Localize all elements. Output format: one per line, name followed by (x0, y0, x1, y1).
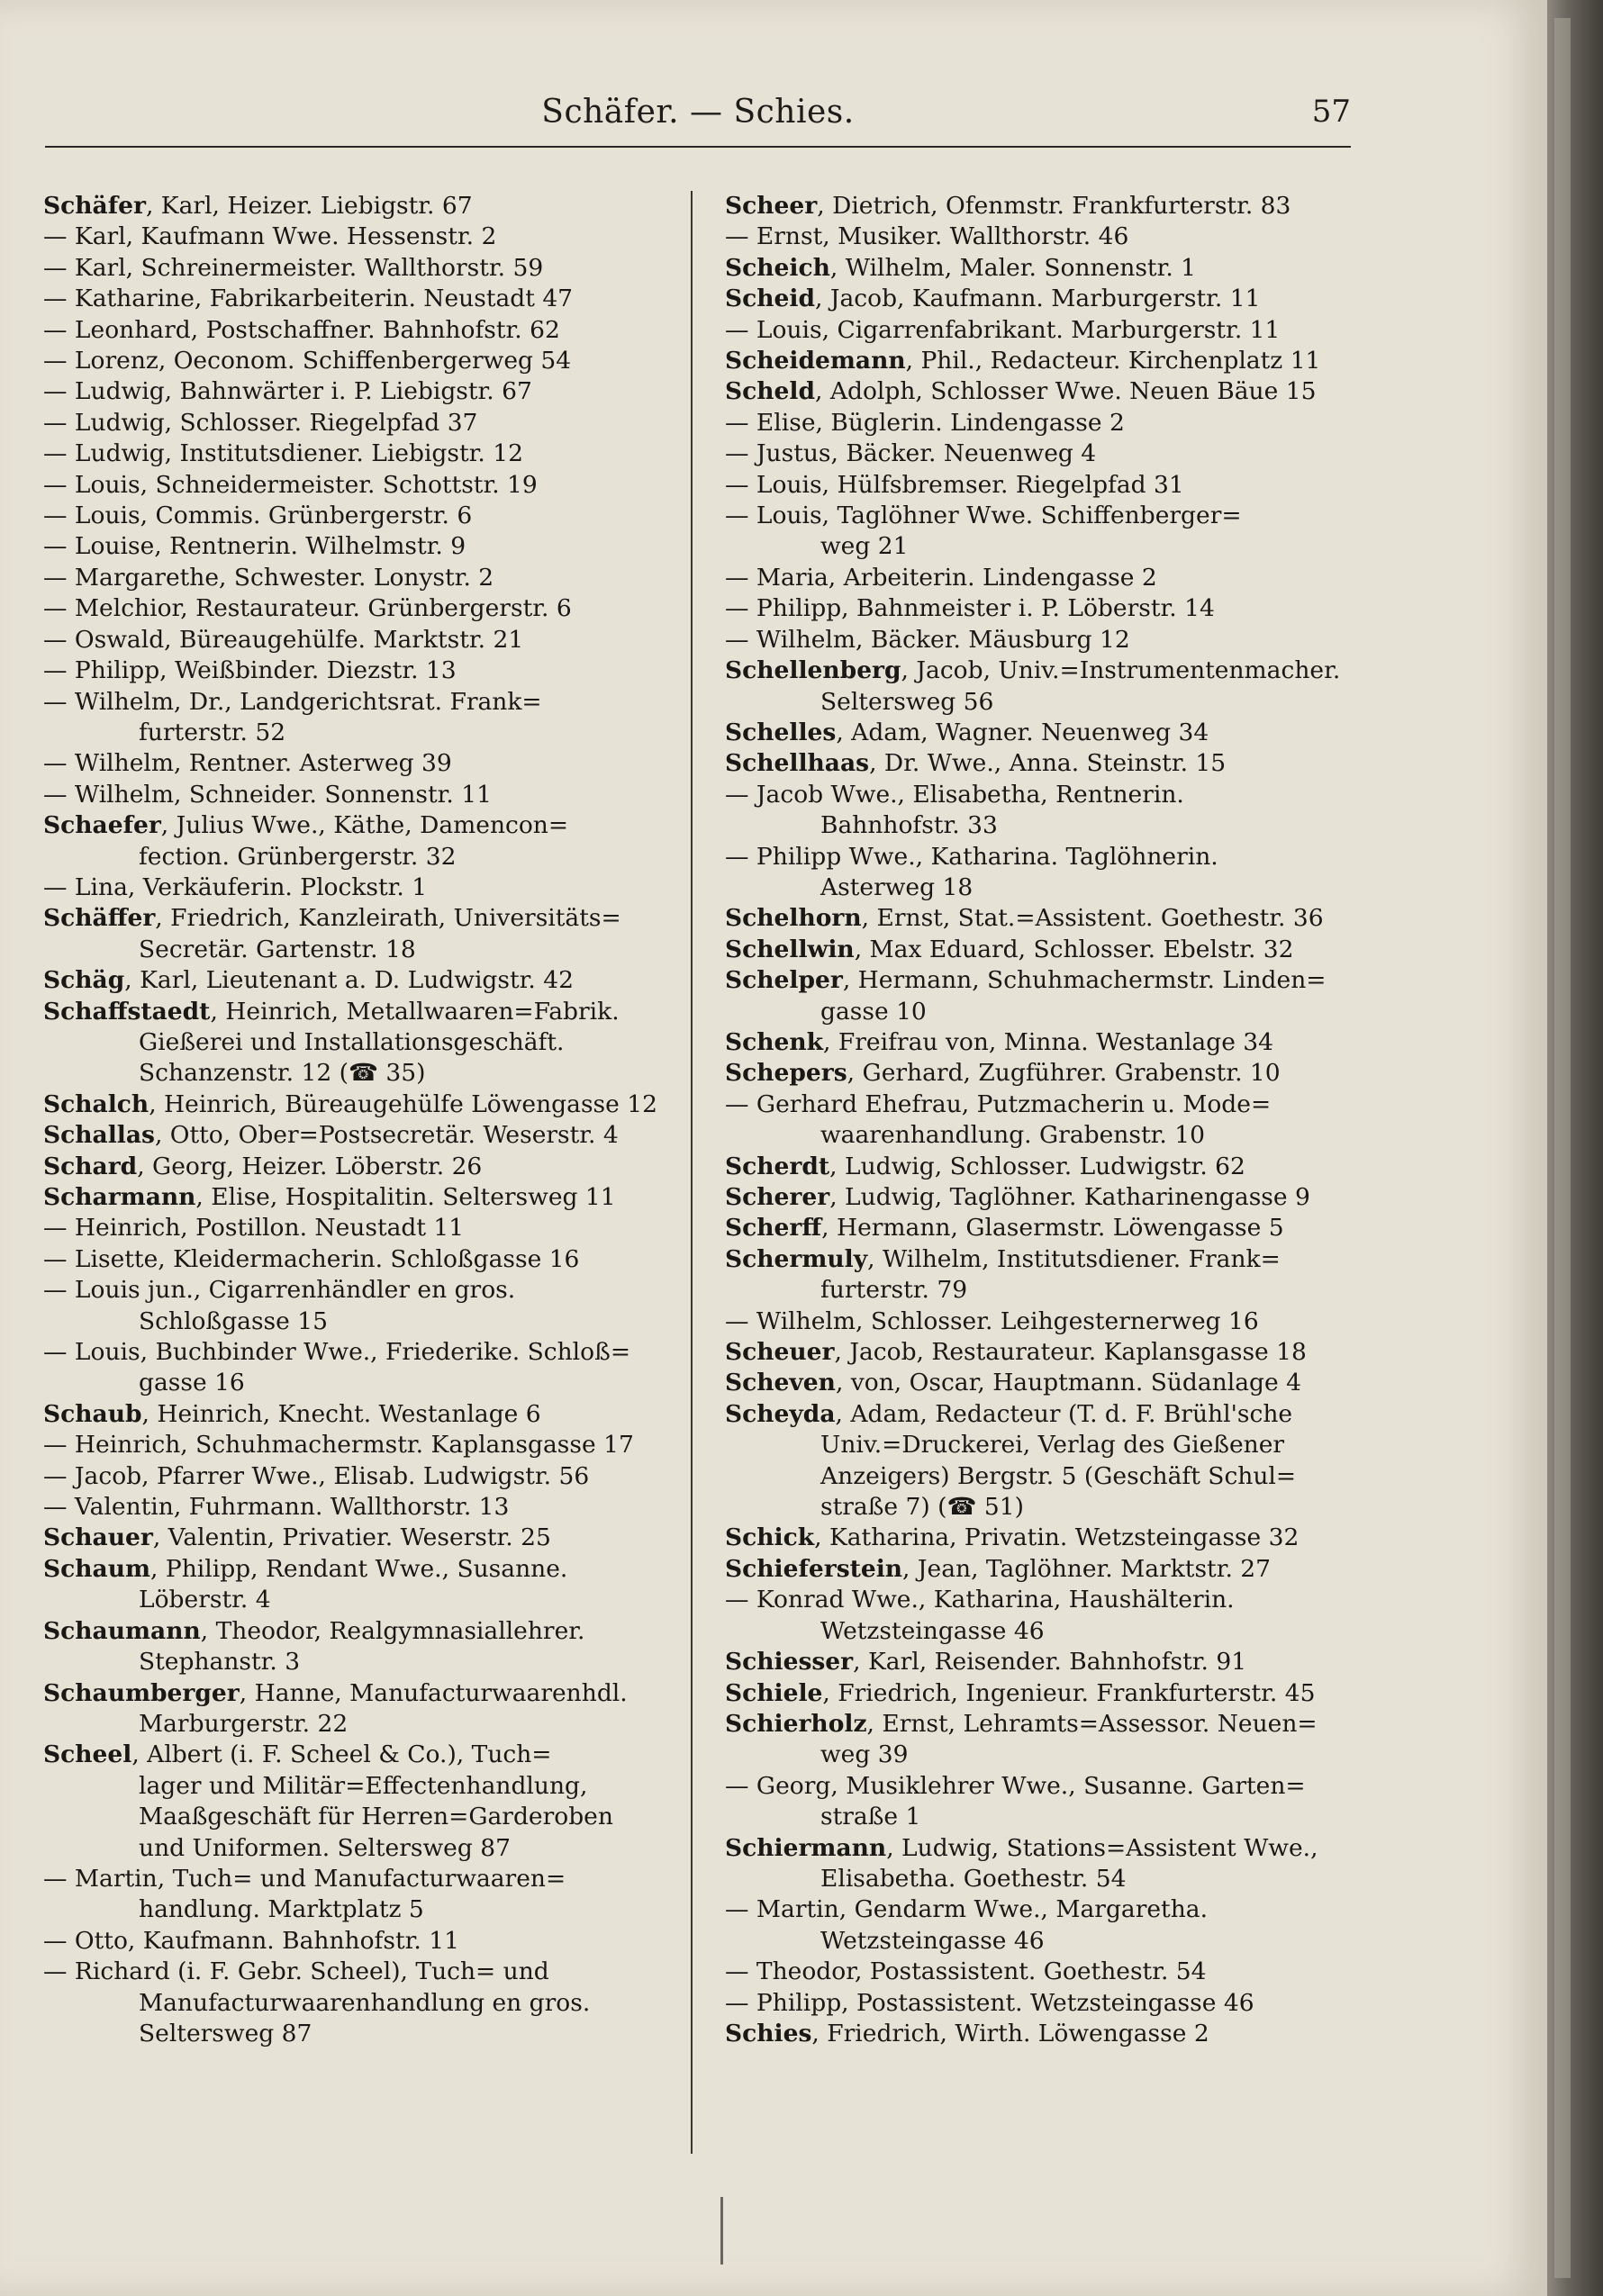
entry-line: — Louis, Cigarrenfabrikant. Marburgerstr. 11 (725, 315, 1281, 344)
entry-surname: Schellwin (725, 935, 855, 963)
entry-line: — Wilhelm, Schlosser. Leihgesternerweg 16 (725, 1306, 1259, 1335)
directory-entry (725, 1337, 1355, 1368)
entry-surname: Schiesser (725, 1648, 854, 1677)
entry-line: Scheer, Dietrich, Ofenmstr. Frankfurterstr. 83 (725, 192, 1291, 220)
entry-line: — Louis, Hülfsbremser. Riegelpfad 31 (725, 470, 1184, 499)
entry-line: Schelhorn, Ernst, Stat.=Assistent. Goethestr. 36 (725, 904, 1324, 933)
entry-surname: Schauer (43, 1523, 153, 1552)
entry-continuation-line: Schloßgasse 15 (139, 1306, 328, 1335)
entry-surname: Schelper (725, 966, 843, 995)
right-column (725, 191, 1355, 2049)
running-title: Schäfer. — Schies. (541, 94, 855, 131)
directory-entry (725, 842, 1355, 904)
entry-continuation-line: gasse 16 (139, 1369, 245, 1397)
directory-entry (43, 1864, 674, 1926)
directory-entry (725, 1988, 1355, 2019)
directory-entry (43, 253, 674, 284)
directory-entry (43, 1523, 674, 1553)
directory-entry (725, 1894, 1355, 1957)
entry-line: Schard, Georg, Heizer. Löberstr. 26 (43, 1152, 483, 1180)
entry-line: — Lisette, Kleidermacherin. Schloßgasse 16 (43, 1244, 580, 1273)
entry-line: — Margarethe, Schwester. Lonystr. 2 (43, 563, 494, 592)
entry-line: — Ludwig, Schlosser. Riegelpfad 37 (43, 408, 478, 437)
entry-line: Schaum, Philipp, Rendant Wwe., Susanne. (43, 1554, 568, 1583)
directory-entry (725, 1554, 1355, 1585)
entry-line: — Leonhard, Postschaffner. Bahnhofstr. 62 (43, 315, 560, 344)
entry-continuation-line: Seltersweg 87 (139, 2019, 312, 2047)
directory-entry (43, 997, 674, 1089)
directory-entry (43, 408, 674, 438)
directory-entry (725, 1152, 1355, 1182)
entry-continuation-line: Asterweg 18 (820, 872, 974, 901)
entry-line: — Richard (i. F. Gebr. Scheel), Tuch= und (43, 1957, 549, 1986)
entry-continuation-line: Marburgerstr. 22 (139, 1709, 349, 1738)
directory-entry (43, 1430, 674, 1460)
entry-surname: Schellhaas (725, 749, 870, 778)
entry-line: — Karl, Kaufmann Wwe. Hessenstr. 2 (43, 222, 497, 251)
entry-line: Schies, Friedrich, Wirth. Löwengasse 2 (725, 2019, 1209, 2047)
entry-line: — Lorenz, Oeconom. Schiffenbergerweg 54 (43, 347, 572, 375)
entry-line: — Maria, Arbeiterin. Lindengasse 2 (725, 563, 1157, 592)
entry-continuation-line: waarenhandlung. Grabenstr. 10 (820, 1121, 1205, 1150)
entry-surname: Scherff (725, 1214, 822, 1243)
directory-entry (43, 780, 674, 810)
directory-entry (725, 1833, 1355, 1895)
entry-line: Schellwin, Max Eduard, Schlosser. Ebelstr. 32 (725, 935, 1294, 963)
entry-surname: Schaum (43, 1554, 151, 1583)
directory-entry (43, 1461, 674, 1492)
entry-surname: Schies (725, 2019, 812, 2047)
directory-entry (43, 221, 674, 252)
entry-line: Schellenberg, Jacob, Univ.=Instrumentenmacher. (725, 656, 1341, 685)
entry-line: — Gerhard Ehefrau, Putzmacherin u. Mode= (725, 1089, 1272, 1118)
entry-line: — Georg, Musiklehrer Wwe., Susanne. Garten= (725, 1771, 1306, 1800)
entry-line: — Louis, Buchbinder Wwe., Friederike. Schloß= (43, 1338, 631, 1367)
entry-surname: Scheyda (725, 1399, 836, 1428)
directory-entry (43, 1399, 674, 1430)
directory-entry (725, 718, 1355, 748)
header-rule (45, 146, 1351, 148)
entry-line: — Philipp, Weißbinder. Diezstr. 13 (43, 656, 457, 685)
entry-line: Schauer, Valentin, Privatier. Weserstr. 25 (43, 1523, 551, 1552)
entry-line: — Ludwig, Institutsdiener. Liebigstr. 12 (43, 439, 523, 468)
entry-line: — Ernst, Musiker. Wallthorstr. 46 (725, 222, 1129, 251)
directory-entry (43, 563, 674, 593)
directory-entry (725, 593, 1355, 624)
page-number: 57 (1311, 94, 1351, 130)
entry-continuation-line: Manufacturwaarenhandlung en gros. (139, 1988, 591, 2017)
column-divider (691, 191, 693, 2154)
entry-line: Schaffstaedt, Heinrich, Metallwaaren=Fabrik. (43, 997, 620, 1026)
entry-surname: Scherdt (725, 1152, 830, 1180)
page-header (45, 88, 1351, 142)
entry-surname: Scheven (725, 1369, 836, 1397)
entry-line: — Heinrich, Postillon. Neustadt 11 (43, 1214, 465, 1243)
entry-surname: Schäfer (43, 192, 146, 220)
entry-line: — Otto, Kaufmann. Bahnhofstr. 11 (43, 1926, 459, 1955)
entry-surname: Schieferstein (725, 1554, 903, 1583)
directory-entry (725, 655, 1355, 718)
entry-line: — Wilhelm, Rentner. Asterweg 39 (43, 749, 452, 778)
entry-continuation-line: Univ.=Druckerei, Verlag des Gießener (820, 1431, 1285, 1460)
entry-surname: Schallas (43, 1121, 155, 1150)
entry-continuation-line: Anzeigers) Bergstr. 5 (Geschäft Schul= (820, 1461, 1297, 1490)
entry-line: — Wilhelm, Bäcker. Mäusburg 12 (725, 625, 1130, 654)
directory-entry (43, 1213, 674, 1243)
gutter-mark (720, 2197, 723, 2264)
entry-surname: Scherer (725, 1183, 830, 1211)
entry-surname: Schenk (725, 1027, 824, 1056)
directory-entry (725, 903, 1355, 934)
directory-entry (725, 1182, 1355, 1213)
entry-surname: Scheel (43, 1740, 132, 1769)
entry-line: Scheich, Wilhelm, Maler. Sonnenstr. 1 (725, 253, 1197, 282)
entry-line: Schierholz, Ernst, Lehramts=Assessor. Neuen= (725, 1709, 1318, 1738)
entry-line: — Philipp, Bahnmeister i. P. Löberstr. 14 (725, 594, 1215, 623)
directory-entry (725, 408, 1355, 438)
directory-entry (725, 1089, 1355, 1152)
entry-line: Schaub, Heinrich, Knecht. Westanlage 6 (43, 1399, 541, 1428)
directory-entry (725, 346, 1355, 376)
entry-line: — Martin, Gendarm Wwe., Margaretha. (725, 1895, 1208, 1924)
directory-entry (43, 625, 674, 655)
entry-line: — Philipp Wwe., Katharina. Taglöhnerin. (725, 842, 1218, 871)
entry-line: Schenk, Freifrau von, Minna. Westanlage 34 (725, 1027, 1274, 1056)
directory-entry (725, 1306, 1355, 1337)
entry-line: Schaefer, Julius Wwe., Käthe, Damencon= (43, 811, 569, 840)
directory-entry (43, 1182, 674, 1213)
entry-line: Schieferstein, Jean, Taglöhner. Marktstr. 27 (725, 1554, 1272, 1583)
entry-line: — Wilhelm, Schneider. Sonnenstr. 11 (43, 780, 492, 809)
entry-line: — Valentin, Fuhrmann. Wallthorstr. 13 (43, 1493, 510, 1522)
entry-line: — Justus, Bäcker. Neuenweg 4 (725, 439, 1097, 468)
entry-line: Schiele, Friedrich, Ingenieur. Frankfurterstr. 45 (725, 1678, 1316, 1707)
entry-surname: Schelhorn (725, 904, 862, 933)
entry-surname: Scheuer (725, 1338, 835, 1367)
entry-surname: Scheer (725, 192, 818, 220)
entry-surname: Scheich (725, 253, 830, 282)
entry-continuation-line: gasse 10 (820, 997, 927, 1026)
directory-entry (725, 1957, 1355, 1987)
entry-continuation-line: Stephanstr. 3 (139, 1648, 301, 1677)
entry-line: — Louis jun., Cigarrenhändler en gros. (43, 1276, 516, 1305)
entry-line: Schalch, Heinrich, Büreaugehülfe Löwengasse 12 (43, 1089, 657, 1118)
entry-continuation-line: Maaßgeschäft für Herren=Garderoben (139, 1803, 613, 1831)
entry-surname: Scheld (725, 377, 815, 406)
directory-entry (43, 1120, 674, 1151)
entry-continuation-line: straße 1 (820, 1803, 921, 1831)
directory-entry (43, 531, 674, 562)
entry-continuation-line: Bahnhofstr. 33 (820, 811, 998, 840)
entry-line: — Lina, Verkäuferin. Plockstr. 1 (43, 872, 428, 901)
directory-entry (725, 1523, 1355, 1553)
directory-entry (725, 780, 1355, 842)
entry-line: Schaumann, Theodor, Realgymnasiallehrer. (43, 1616, 585, 1645)
directory-entry (43, 1492, 674, 1523)
directory-entry (725, 253, 1355, 284)
entry-line: Scheel, Albert (i. F. Scheel & Co.), Tuch= (43, 1740, 552, 1769)
directory-entry (43, 593, 674, 624)
directory-entry (43, 655, 674, 686)
entry-line: Scheidemann, Phil., Redacteur. Kirchenplatz 11 (725, 347, 1321, 375)
entry-surname: Schaefer (43, 811, 161, 840)
entry-surname: Schard (43, 1152, 138, 1180)
directory-entry (725, 2019, 1355, 2049)
entry-continuation-line: lager und Militär=Effectenhandlung, (139, 1771, 588, 1800)
entry-continuation-line: Wetzsteingasse 46 (820, 1926, 1045, 1955)
entry-line: Schäfer, Karl, Heizer. Liebigstr. 67 (43, 192, 473, 220)
entry-line: Scherer, Ludwig, Taglöhner. Katharinengasse 9 (725, 1183, 1310, 1211)
directory-entry (43, 1337, 674, 1399)
entry-continuation-line: handlung. Marktplatz 5 (139, 1895, 424, 1924)
entry-continuation-line: Secretär. Gartenstr. 18 (139, 935, 416, 963)
entry-continuation-line: Seltersweg 56 (820, 687, 994, 716)
entry-surname: Schelles (725, 718, 837, 746)
directory-entry (725, 748, 1355, 779)
entry-surname: Scheid (725, 285, 815, 313)
directory-entry (725, 1647, 1355, 1677)
entry-surname: Schierholz (725, 1709, 867, 1738)
entry-continuation-line: furterstr. 79 (820, 1276, 968, 1305)
directory-entry (725, 1585, 1355, 1647)
directory-entry (725, 376, 1355, 407)
directory-entry (43, 748, 674, 779)
directory-entry (43, 284, 674, 314)
entry-line: Schepers, Gerhard, Zugführer. Grabenstr. 10 (725, 1059, 1281, 1088)
entry-line: — Theodor, Postassistent. Goethestr. 54 (725, 1957, 1207, 1986)
directory-entry (43, 1152, 674, 1182)
entry-continuation-line: furterstr. 52 (139, 718, 286, 746)
entry-line: Scheven, von, Oscar, Hauptmann. Südanlage 4 (725, 1369, 1301, 1397)
directory-entry (43, 1678, 674, 1740)
directory-entry (725, 935, 1355, 965)
entry-line: Scheld, Adolph, Schlosser Wwe. Neuen Bäue 15 (725, 377, 1317, 406)
entry-surname: Schiermann (725, 1833, 887, 1862)
entry-line: Schelles, Adam, Wagner. Neuenweg 34 (725, 718, 1209, 746)
directory-entry (725, 438, 1355, 469)
entry-continuation-line: Löberstr. 4 (139, 1586, 271, 1614)
entry-line: Schaumberger, Hanne, Manufacturwaarenhdl. (43, 1678, 628, 1707)
entry-line: Scheyda, Adam, Redacteur (T. d. F. Brühl'sche (725, 1399, 1293, 1428)
directory-entry (725, 1368, 1355, 1398)
book-edge (1547, 0, 1603, 2296)
entry-surname: Scharmann (43, 1183, 196, 1211)
directory-entry (725, 965, 1355, 1027)
directory-entry (43, 191, 674, 221)
entry-line: Schäffer, Friedrich, Kanzleirath, Universitäts= (43, 904, 621, 933)
entry-line: Scherdt, Ludwig, Schlosser. Ludwigstr. 62 (725, 1152, 1245, 1180)
entry-continuation-line: Schanzenstr. 12 (☎ 35) (139, 1059, 426, 1088)
directory-entry (43, 1957, 674, 2049)
directory-entry (43, 470, 674, 501)
entry-line: — Martin, Tuch= und Manufacturwaaren= (43, 1864, 566, 1893)
entry-line: — Konrad Wwe., Katharina, Haushälterin. (725, 1586, 1235, 1614)
directory-entry (725, 191, 1355, 221)
directory-entry (43, 376, 674, 407)
entry-line: — Louise, Rentnerin. Wilhelmstr. 9 (43, 532, 466, 561)
entry-line: — Heinrich, Schuhmachermstr. Kaplansgasse 17 (43, 1431, 634, 1460)
directory-entry (43, 1616, 674, 1678)
directory-entry (725, 1027, 1355, 1058)
entry-line: — Louis, Taglöhner Wwe. Schiffenberger= (725, 502, 1242, 530)
entry-line: — Oswald, Büreaugehülfe. Marktstr. 21 (43, 625, 524, 654)
entry-line: Scherff, Hermann, Glasermstr. Löwengasse 5 (725, 1214, 1284, 1243)
directory-entry (43, 810, 674, 872)
entry-surname: Schäffer (43, 904, 156, 933)
entry-continuation-line: Wetzsteingasse 46 (820, 1616, 1045, 1645)
entry-line: Scheid, Jacob, Kaufmann. Marburgerstr. 11 (725, 285, 1261, 313)
directory-entry (43, 965, 674, 996)
directory-entry (725, 1058, 1355, 1089)
entry-line: — Melchior, Restaurateur. Grünbergerstr. 6 (43, 594, 572, 623)
entry-continuation-line: weg 21 (820, 532, 909, 561)
directory-entry (725, 1399, 1355, 1523)
book-edge-lip (1554, 18, 1571, 2278)
entry-continuation-line: fection. Grünbergerstr. 32 (139, 842, 457, 871)
entry-continuation-line: Elisabetha. Goethestr. 54 (820, 1864, 1127, 1893)
entry-surname: Schaumberger (43, 1678, 240, 1707)
entry-line: — Jacob, Pfarrer Wwe., Elisab. Ludwigstr. 56 (43, 1461, 590, 1490)
entry-continuation-line: Gießerei und Installationsgeschäft. (139, 1027, 565, 1056)
entry-line: Schermuly, Wilhelm, Institutsdiener. Frank= (725, 1244, 1281, 1273)
entry-line: — Louis, Commis. Grünbergerstr. 6 (43, 502, 473, 530)
left-column (43, 191, 674, 2049)
directory-entry (725, 1213, 1355, 1243)
directory-entry (43, 903, 674, 965)
directory-entry (725, 1244, 1355, 1306)
entry-line: — Wilhelm, Dr., Landgerichtsrat. Frank= (43, 687, 542, 716)
entry-line: Schelper, Hermann, Schuhmachermstr. Linden= (725, 966, 1327, 995)
entry-continuation-line: und Uniformen. Seltersweg 87 (139, 1833, 511, 1862)
directory-entry (43, 1740, 674, 1864)
entry-continuation-line: straße 7) (☎ 51) (820, 1493, 1024, 1522)
directory-entry (43, 1089, 674, 1120)
directory-entry (43, 315, 674, 346)
directory-entry (725, 1678, 1355, 1709)
entry-line: Scheuer, Jacob, Restaurateur. Kaplansgasse 18 (725, 1338, 1307, 1367)
entry-line: — Louis, Schneidermeister. Schottstr. 19 (43, 470, 538, 499)
entry-surname: Schiele (725, 1678, 823, 1707)
entry-line: Schäg, Karl, Lieutenant a. D. Ludwigstr. 42 (43, 966, 574, 995)
entry-surname: Scheidemann (725, 347, 906, 375)
entry-line: Scharmann, Elise, Hospitalitin. Seltersweg 11 (43, 1183, 616, 1211)
directory-entry (725, 470, 1355, 501)
directory-entry (725, 221, 1355, 252)
directory-entry (43, 501, 674, 531)
entry-surname: Schalch (43, 1089, 149, 1118)
entry-line: — Ludwig, Bahnwärter i. P. Liebigstr. 67 (43, 377, 532, 406)
entry-line: Schellhaas, Dr. Wwe., Anna. Steinstr. 15 (725, 749, 1227, 778)
directory-entry (725, 1709, 1355, 1771)
entry-line: — Philipp, Postassistent. Wetzsteingasse 46 (725, 1988, 1254, 2017)
directory-entry (43, 1275, 674, 1337)
entry-line: — Katharine, Fabrikarbeiterin. Neustadt 47 (43, 285, 574, 313)
directory-entry (725, 563, 1355, 593)
directory-entry (725, 625, 1355, 655)
entry-line: — Elise, Büglerin. Lindengasse 2 (725, 408, 1125, 437)
directory-entry (43, 687, 674, 749)
entry-surname: Schellenberg (725, 656, 901, 685)
entry-surname: Schermuly (725, 1244, 868, 1273)
directory-entry (725, 315, 1355, 346)
entry-line: Schiesser, Karl, Reisender. Bahnhofstr. 91 (725, 1648, 1247, 1677)
entry-line: — Jacob Wwe., Elisabetha, Rentnerin. (725, 780, 1184, 809)
directory-entry (725, 1771, 1355, 1833)
directory-entry (43, 438, 674, 469)
entry-line: — Karl, Schreinermeister. Wallthorstr. 59 (43, 253, 544, 282)
directory-entry (43, 346, 674, 376)
entry-surname: Schaub (43, 1399, 142, 1428)
entry-line: Schiermann, Ludwig, Stations=Assistent Wwe., (725, 1833, 1318, 1862)
directory-entry (43, 1926, 674, 1957)
entry-surname: Schick (725, 1523, 815, 1552)
directory-entry (725, 501, 1355, 563)
entry-line: Schallas, Otto, Ober=Postsecretär. Weserstr. 4 (43, 1121, 619, 1150)
entry-continuation-line: weg 39 (820, 1740, 909, 1769)
entry-surname: Schaumann (43, 1616, 201, 1645)
directory-entry (43, 1244, 674, 1275)
directory-entry (725, 284, 1355, 314)
entry-line: Schick, Katharina, Privatin. Wetzsteingasse 32 (725, 1523, 1300, 1552)
directory-entry (43, 1554, 674, 1616)
entry-surname: Schäg (43, 966, 125, 995)
entry-surname: Schaffstaedt (43, 997, 211, 1026)
directory-entry (43, 872, 674, 903)
entry-surname: Schepers (725, 1059, 847, 1088)
